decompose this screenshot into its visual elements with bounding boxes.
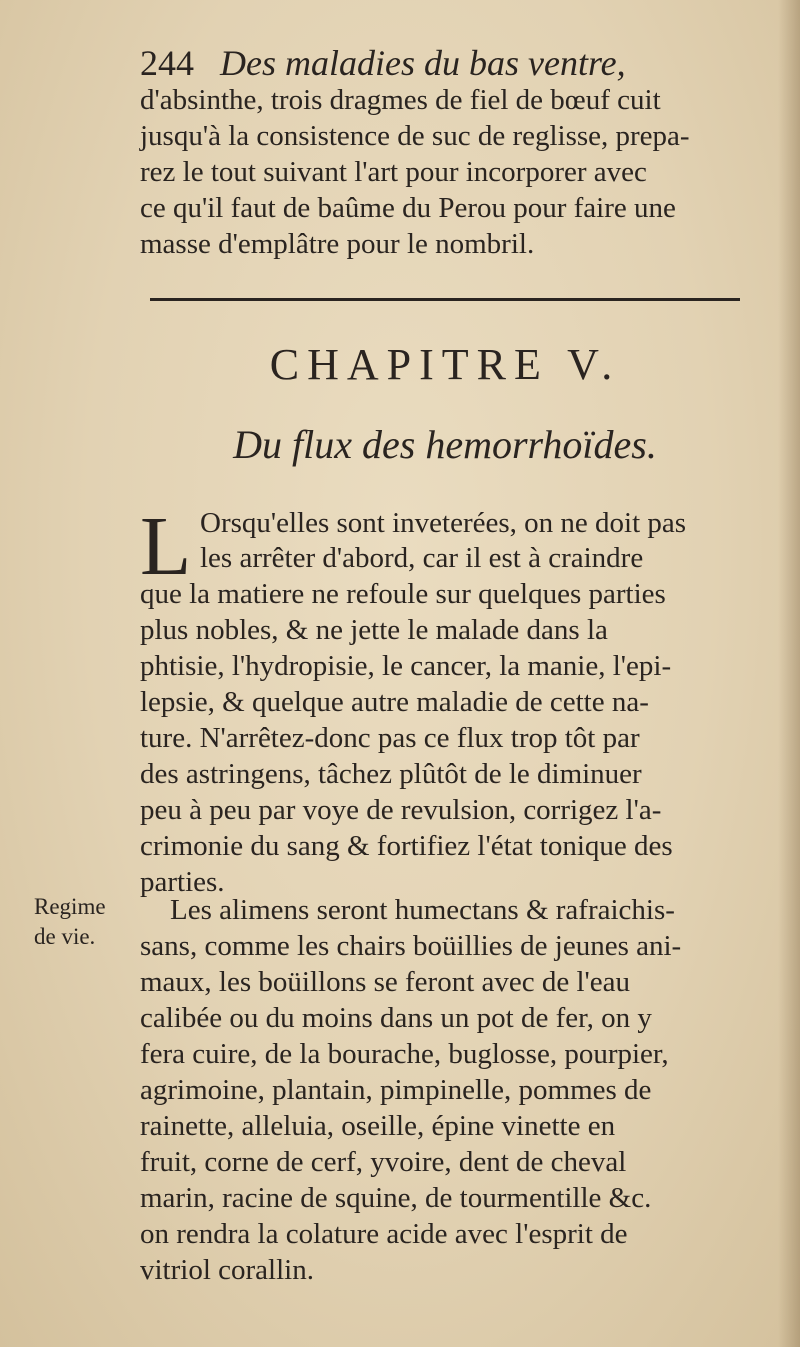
text-line: jusqu'à la consistence de suc de reglisse, prepa-	[140, 120, 690, 152]
text-line: rainette, alleluia, oseille, épine vinette en	[140, 1110, 616, 1142]
text-line: ture. N'arrêtez-donc pas ce flux trop tôt par	[140, 722, 640, 754]
text-line: on rendra la colature acide avec l'esprit de	[140, 1218, 628, 1250]
text-line: marin, racine de squine, de tourmentille &c.	[140, 1182, 652, 1214]
text-line: phtisie, l'hydropisie, le cancer, la manie, l'epi-	[140, 650, 672, 682]
text-line: lepsie, & quelque autre maladie de cette na-	[140, 686, 649, 718]
text-line: fera cuire, de la bourache, buglosse, pourpier,	[140, 1038, 669, 1070]
chapter-title: CHAPITRE V.	[269, 340, 621, 389]
text-line: crimonie du sang & fortifiez l'état tonique des	[140, 830, 673, 862]
page-number: 244	[140, 43, 194, 83]
text-line: maux, les boüillons se feront avec de l'eau	[140, 966, 631, 998]
text-line: d'absinthe, trois dragmes de fiel de bœuf cuit	[140, 84, 661, 116]
page-header	[140, 38, 760, 88]
text-line: plus nobles, & ne jette le malade dans la	[140, 614, 608, 646]
text-line: que la matiere ne refoule sur quelques parties	[140, 578, 666, 610]
text-line: sans, comme les chairs boüillies de jeunes ani-	[140, 930, 682, 962]
text-line: Orsqu'elles sont inveterées, on ne doit pas	[200, 507, 687, 539]
text-line: calibée ou du moins dans un pot de fer, on y	[140, 1002, 652, 1034]
running-head: Des maladies du bas ventre,	[220, 43, 626, 83]
text-line: les arrêter d'abord, car il est à craindre	[200, 542, 644, 574]
text-line: agrimoine, plantain, pimpinelle, pommes de	[140, 1074, 652, 1106]
text-line: parties.	[140, 866, 225, 898]
text-line: masse d'emplâtre pour le nombril.	[140, 228, 535, 260]
text-line: rez le tout suivant l'art pour incorporer avec	[140, 156, 647, 188]
chapter-subtitle: Du flux des hemorrhoïdes.	[233, 422, 657, 467]
page-edge-shadow	[778, 0, 800, 1347]
text-line: peu à peu par voye de revulsion, corrigez l'a-	[140, 794, 662, 826]
text-line: Les alimens seront humectans & rafraichis-	[170, 894, 675, 926]
margin-note-line: de vie.	[34, 924, 96, 949]
margin-note-line: Regime	[34, 894, 106, 919]
text-line: des astringens, tâchez plûtôt de le diminuer	[140, 758, 642, 790]
text-line: vitriol corallin.	[140, 1254, 314, 1286]
text-line: ce qu'il faut de baûme du Perou pour faire une	[140, 192, 676, 224]
text-line: fruit, corne de cerf, yvoire, dent de cheval	[140, 1146, 627, 1178]
horizontal-rule	[150, 298, 740, 301]
drop-capital: L	[140, 500, 192, 593]
